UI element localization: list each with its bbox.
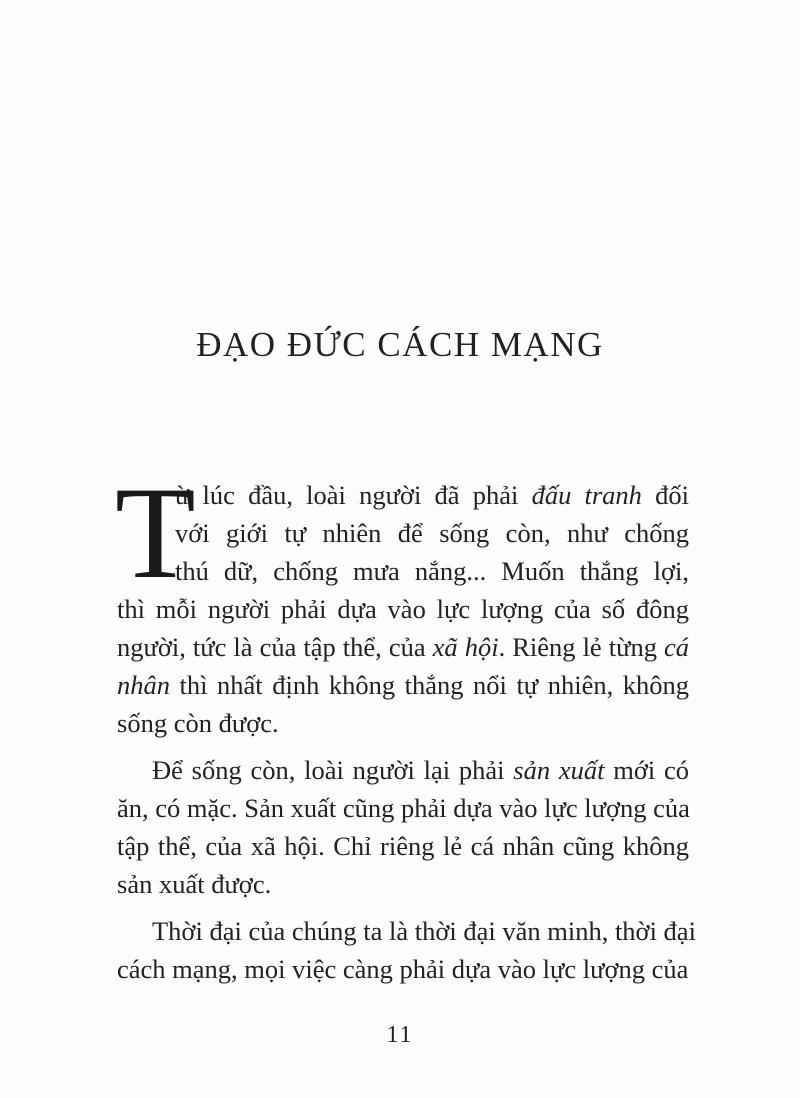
emphasis-text: đấu tranh	[531, 480, 642, 510]
text-run: sản xuất được.	[117, 869, 272, 899]
text-run: thú dữ, chống mưa nắng... Muốn thắng lợi,	[175, 556, 689, 586]
emphasis-text: cá	[664, 632, 690, 662]
text-line	[117, 865, 689, 903]
emphasis-text: xã hội	[432, 632, 499, 662]
page-number: 11	[386, 1022, 414, 1048]
text-run: Để sống còn, loài người lại phải	[152, 755, 514, 785]
chapter-title: ĐẠO ĐỨC CÁCH MẠNG	[196, 325, 604, 365]
text-run: đối	[641, 480, 689, 510]
emphasis-text: sản xuất	[513, 755, 605, 785]
paragraph	[115, 459, 690, 742]
text-line	[117, 950, 689, 988]
text-line	[117, 827, 689, 865]
text-line	[117, 704, 689, 742]
text-run: người, tức là của tập thể, của	[117, 632, 433, 662]
text-run: với giới tự nhiên để sống còn, như chống	[175, 518, 689, 548]
text-run: tập thể, của xã hội. Chỉ riêng lẻ cá nhân cũng không	[117, 831, 689, 861]
text-run: thì nhất định không thắng nổi tự nhiên, không	[170, 670, 689, 700]
text-line	[117, 476, 689, 514]
text-line	[117, 666, 689, 704]
drop-cap: T	[115, 459, 196, 606]
text-run: ừ lúc đầu, loài người đã phải	[175, 480, 532, 510]
text-run: ăn, có mặc. Sản xuất cũng phải dựa vào lực lượng của	[117, 793, 690, 823]
body-text	[115, 459, 696, 988]
text-line	[117, 751, 689, 789]
text-run: . Riêng lẻ từng	[498, 632, 664, 662]
text-line	[117, 912, 696, 950]
text-run: cách mạng, mọi việc càng phải dựa vào lực lượng của	[117, 954, 689, 984]
text-line	[117, 789, 689, 827]
text-run: Thời đại của chúng ta là thời đại văn minh, thời đại	[152, 916, 696, 946]
emphasis-text: nhân	[117, 670, 170, 700]
text-line	[117, 628, 689, 666]
text-run: mới có	[604, 755, 689, 785]
text-line	[117, 590, 689, 628]
paragraph	[117, 912, 696, 988]
text-run: thì mỗi người phải dựa vào lực lượng của số đông	[117, 594, 689, 624]
text-run: sống còn được.	[117, 708, 279, 738]
paragraph	[117, 751, 689, 903]
text-line	[117, 552, 689, 590]
text-line	[117, 514, 689, 552]
